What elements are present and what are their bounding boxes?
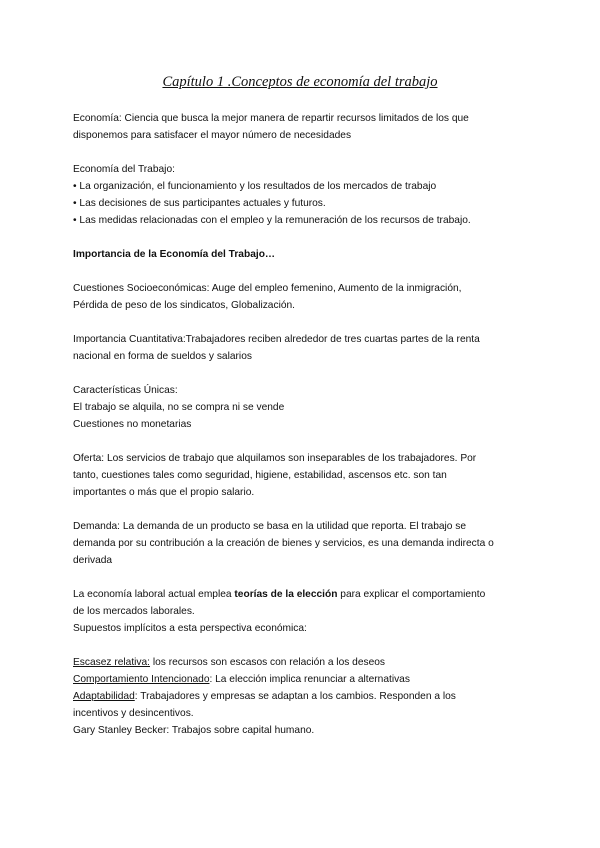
- adaptabilidad-text: : Trabajadores y empresas se adaptan a los cambios. Responden a los: [134, 691, 456, 702]
- economia-definition-line-1: Economía: Ciencia que busca la mejor manera de repartir recursos limitados de los que: [73, 113, 469, 124]
- eleccion-line-1: [73, 588, 485, 601]
- caracteristicas-line-2: Cuestiones no monetarias: [73, 419, 192, 430]
- oferta-line-3: importantes o más que el propio salario.: [73, 487, 255, 498]
- comportamiento-text: : La elección implica renunciar a alternativas: [209, 674, 410, 685]
- escasez-text: los recursos son escasos con relación a los deseos: [150, 657, 386, 668]
- cuestiones-line-1: Cuestiones Socioeconómicas: Auge del empleo femenino, Aumento de la inmigración,: [73, 283, 462, 294]
- importancia-heading: Importancia de la Economía del Trabajo…: [73, 249, 276, 260]
- oferta-line-1: Oferta: Los servicios de trabajo que alquilamos son inseparables de los trabajadores. Por: [73, 453, 477, 464]
- cuantitativa-line-2: nacional en forma de sueldos y salarios: [73, 351, 252, 362]
- economia-trabajo-bullet-2: • Las decisiones de sus participantes actuales y futuros.: [73, 198, 326, 209]
- comportamiento-term: Comportamiento Intencionado: [73, 674, 210, 685]
- adaptabilidad-line: [73, 690, 456, 703]
- economia-trabajo-bullet-3: • Las medidas relacionadas con el empleo y la remuneración de los recursos de trabajo.: [73, 215, 471, 226]
- adaptabilidad-term: Adaptabilidad: [73, 691, 135, 702]
- oferta-line-2: tanto, cuestiones tales como seguridad, higiene, estabilidad, ascensos etc. son tan: [73, 470, 447, 481]
- caracteristicas-heading: Características Únicas:: [73, 385, 178, 396]
- economia-trabajo-bullet-1: • La organización, el funcionamiento y los resultados de los mercados de trabajo: [73, 181, 437, 192]
- eleccion-line-3: Supuestos implícitos a esta perspectiva económica:: [73, 623, 307, 634]
- comportamiento-line: [73, 673, 410, 686]
- caracteristicas-line-1: El trabajo se alquila, no se compra ni se vende: [73, 402, 285, 413]
- eleccion-line-2: de los mercados laborales.: [73, 606, 195, 617]
- cuantitativa-line-1: Importancia Cuantitativa:Trabajadores reciben alrededor de tres cuartas partes de la renta: [73, 334, 480, 345]
- demanda-line-2: demanda por su contribución a la creación de bienes y servicios, es una demanda indirecta o: [73, 538, 494, 549]
- eleccion-pre: La economía laboral actual emplea: [73, 589, 235, 600]
- demanda-line-3: derivada: [73, 555, 113, 566]
- eleccion-bold-term: teorías de la elección: [234, 589, 338, 600]
- escasez-term: Escasez relativa:: [73, 657, 151, 668]
- demanda-line-1: Demanda: La demanda de un producto se basa en la utilidad que reporta. El trabajo se: [73, 521, 467, 532]
- eleccion-post: para explicar el comportamiento: [337, 589, 486, 600]
- becker-line: Gary Stanley Becker: Trabajos sobre capital humano.: [73, 725, 315, 736]
- adaptabilidad-line-2: incentivos y desincentivos.: [73, 708, 194, 719]
- economia-definition-line-2: disponemos para satisfacer el mayor número de necesidades: [73, 130, 352, 141]
- escasez-line: [73, 656, 385, 669]
- cuestiones-line-2: Pérdida de peso de los sindicatos, Globalización.: [73, 300, 295, 311]
- chapter-title: Capítulo 1 .Conceptos de economía del trabajo: [162, 74, 438, 90]
- economia-trabajo-heading: Economía del Trabajo:: [73, 164, 175, 175]
